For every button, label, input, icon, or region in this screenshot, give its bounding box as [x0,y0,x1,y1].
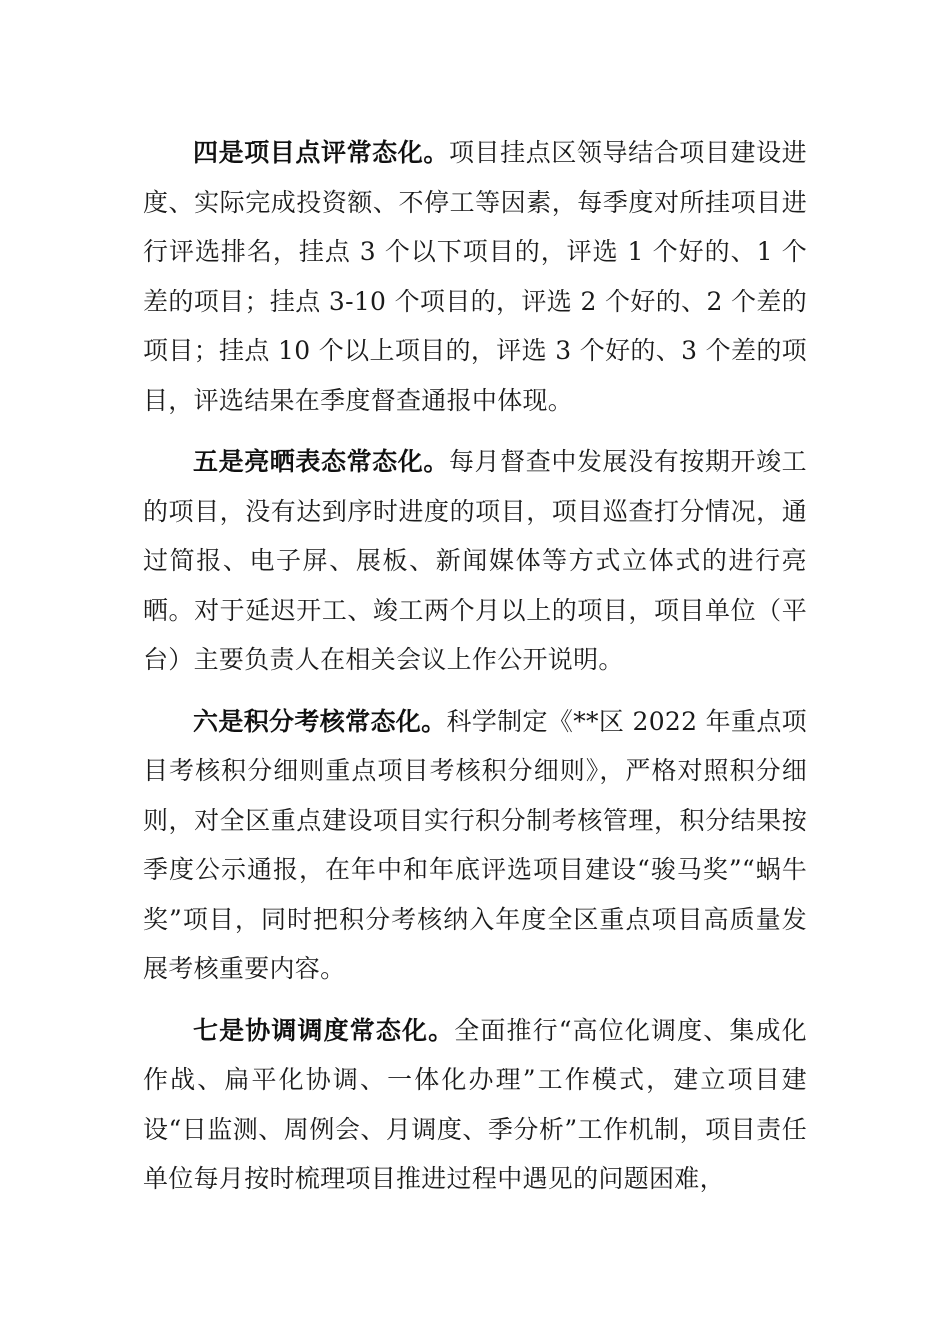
paragraph-text: 科学制定《**区 2022 年重点项目考核积分细则重点项目考核积分细则》，严格对照积分细则，对全区重点建设项目实行积分制考核管理，积分结果按季度公示通报，在年中和年底评选项目建设“骏马奖”“蜗牛奖”项目，同时把积分考核纳入年度全区重点项目高质量发展考核重要内容。 [143,706,807,983]
document-body [143,128,807,1216]
paragraph-coordination [143,1006,807,1204]
paragraph-public-display [143,437,807,685]
paragraph-project-review [143,128,807,425]
paragraph-points-assessment [143,697,807,994]
paragraph-text: 每月督查中发展没有按期开竣工的项目，没有达到序时进度的项目，项目巡查打分情况，通过简报、电子屏、展板、新闻媒体等方式立体式的进行亮晒。对于延迟开工、竣工两个月以上的项目，项目单位（平台）主要负责人在相关会议上作公开说明。 [143,447,807,674]
paragraph-heading: 四是项目点评常态化。 [193,138,449,167]
paragraph-text: 全面推行“高位化调度、集成化作战、扁平化协调、一体化办理”工作模式，建立项目建设“日监测、周例会、月调度、季分析”工作机制，项目责任单位每月按时梳理项目推进过程中遇见的问题困难， [143,1015,807,1193]
paragraph-text: 项目挂点区领导结合项目建设进度、实际完成投资额、不停工等因素，每季度对所挂项目进行评选排名，挂点 3 个以下项目的，评选 1 个好的、1 个差的项目；挂点 3-10 个项目的，评选 2 个好的、2 个差的项目；挂点 10 个以上项目的，评选 3 个好的、3 个差的项目，评选结果在季度督查通报中体现。 [143,138,807,415]
paragraph-heading: 七是协调调度常态化。 [193,1015,455,1045]
paragraph-heading: 五是亮晒表态常态化。 [193,447,449,476]
paragraph-heading: 六是积分考核常态化。 [193,706,447,736]
